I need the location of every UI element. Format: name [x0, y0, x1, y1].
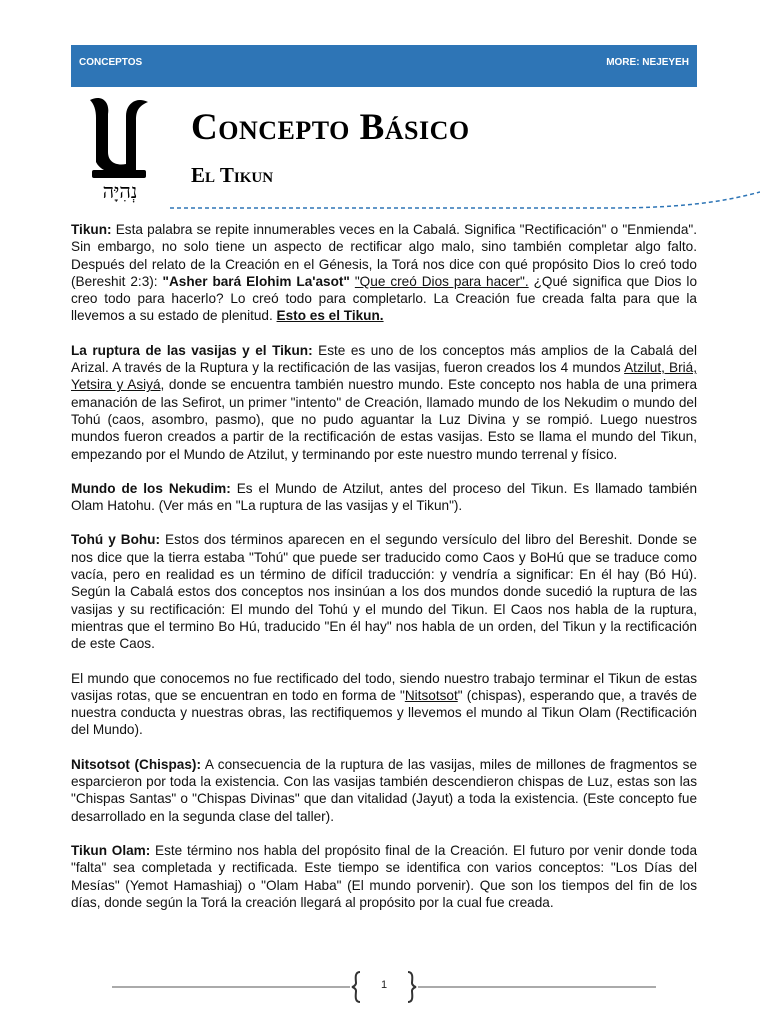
paragraph-ruptura: La ruptura de las vasijas y el Tikun: Este es uno de los conceptos más amplios de la Cabalá del Arizal. A través de la Ruptura y la rectificación de las vasijas, fueron creados los 4 mundos Atzilut, Briá, Yetsira y Asiyá, donde se encuentra también nuestro mundo. Este concepto nos habla de una primera emanación de las Sefirot, un primer "intento" de Creación, llamado mundo de los Nekudim o mundo del Tohú (caos, asombro, pasmo), que no pudo aguantar la Luz Divina y se rompió. Luego nuestros mundos fueron creados a partir de la rectificación de estas vasijas. Esto se llama el mundo del Tikun, empezando por el Mundo de Atzilut, y terminando por este nuestro mundo terrenal y físico.: [71, 342, 698, 462]
paragraph-nitsotsot: Nitsotsot (Chispas): A consecuencia de la ruptura de las vasijas, miles de millones de fragmentos se esparcieron por toda la existencia. Con las vasijas también descendieron chispas de Luz, estas son las "Chispas Santas" o "Chispas Divinas" que dan vitalidad (Jayut) a toda la existencia. (Este concepto fue desarrollado en la segunda clase del taller).: [71, 756, 698, 824]
paragraph-tohu-bohu: Tohú y Bohu: Estos dos términos aparecen en el segundo versículo del libro del Bereshit. Donde se nos dice que la tierra estaba "Tohú" que puede ser traducido como Caos y BoHú que se traduce como vacía, pero en realidad es un término de difícil traducción: y vendría a significar: En él hay (Bó Hú). Según la Cabalá estos dos conceptos nos insinúan a los dos mundos donde sucedió la ruptura de las vasijas y su rectificación: El mundo del Tohú y el mundo del Tikun. El Caos nos habla de la ruptura, mientras que el termino Bo Hú, traducido "En él hay" nos habla de un orden, del Tikun y la rectificación de este Caos.: [71, 532, 697, 652]
decorative-divider: [170, 186, 760, 216]
term-label: Nitsotsot (Chispas):: [71, 756, 201, 772]
page-subtitle: El Tikun: [191, 163, 274, 187]
header-bar: [71, 45, 697, 87]
hebrew-letters-logo-icon: [80, 92, 160, 208]
document-body: [71, 221, 697, 928]
page-number: 1: [380, 979, 388, 991]
term-label: Mundo de los Nekudim:: [71, 480, 231, 496]
logo-hebrew-text: נְהִיָּה: [102, 179, 138, 203]
header-section-label: CONCEPTOS: [79, 57, 143, 68]
paragraph-nekudim: Mundo de los Nekudim: Es el Mundo de Atzilut, antes del proceso del Tikun. Es llamado también Olam Hatohu. (Ver más en "La ruptura de las vasijas y el Tikun").: [71, 480, 697, 514]
term-label: Tikun:: [71, 222, 112, 237]
paragraph-mundo: El mundo que conocemos no fue rectificado del todo, siendo nuestro trabajo terminar el Tikun de estas vasijas rotas, que se encuentran en todo en forma de "Nitsotsot" (chispas), esperando que, a través de nuestra conducta y nuestras obras, las rectifiquemos y llevemos el mundo al Tikun Olam (Rectificación del Mundo).: [71, 670, 697, 738]
paragraph-tikun: Tikun: Esta palabra se repite innumerables veces en la Cabalá. Significa "Rectificación" o "Enmienda". Sin embargo, no solo tiene un aspecto de rectificar algo malo, sino también completar algo falto. Después del relato de la Creación en el Génesis, la Torá nos dice con qué propósito Dios lo creó todo (Bereshit 2:3): "Asher bará Elohim La'asot" "Que creó Dios para hacer". ¿Qué significa que Dios lo creo todo para hacerlo? Lo creó todo para completarlo. La Creación fue creada falta para que la llevemos a su estado de plenitud. Esto es el Tikun.: [71, 222, 698, 324]
term-label: Tohú y Bohu:: [71, 532, 161, 548]
paragraph-tikun-olam: Tikun Olam: Este término nos habla del propósito final de la Creación. El futuro por venir donde toda "falta" sea completada y rectificada. Este tiempo se identifica con varios conceptos: "Los Días del Mesías" (Yemot Hamashiaj) o "Olam Haba" (El mundo porvenir). Que son los tiempos del fin de los días, donde según la Torá la creación llegará al propósito por la cual fue creada.: [71, 842, 697, 910]
page-title: Concepto Básico: [191, 107, 470, 148]
header-author-label: MORE: NEJEYEH: [606, 57, 689, 68]
term-label: La ruptura de las vasijas y el Tikun:: [71, 342, 313, 358]
term-label: Tikun Olam:: [71, 842, 151, 858]
svg-text:ה: ה: [109, 130, 123, 156]
